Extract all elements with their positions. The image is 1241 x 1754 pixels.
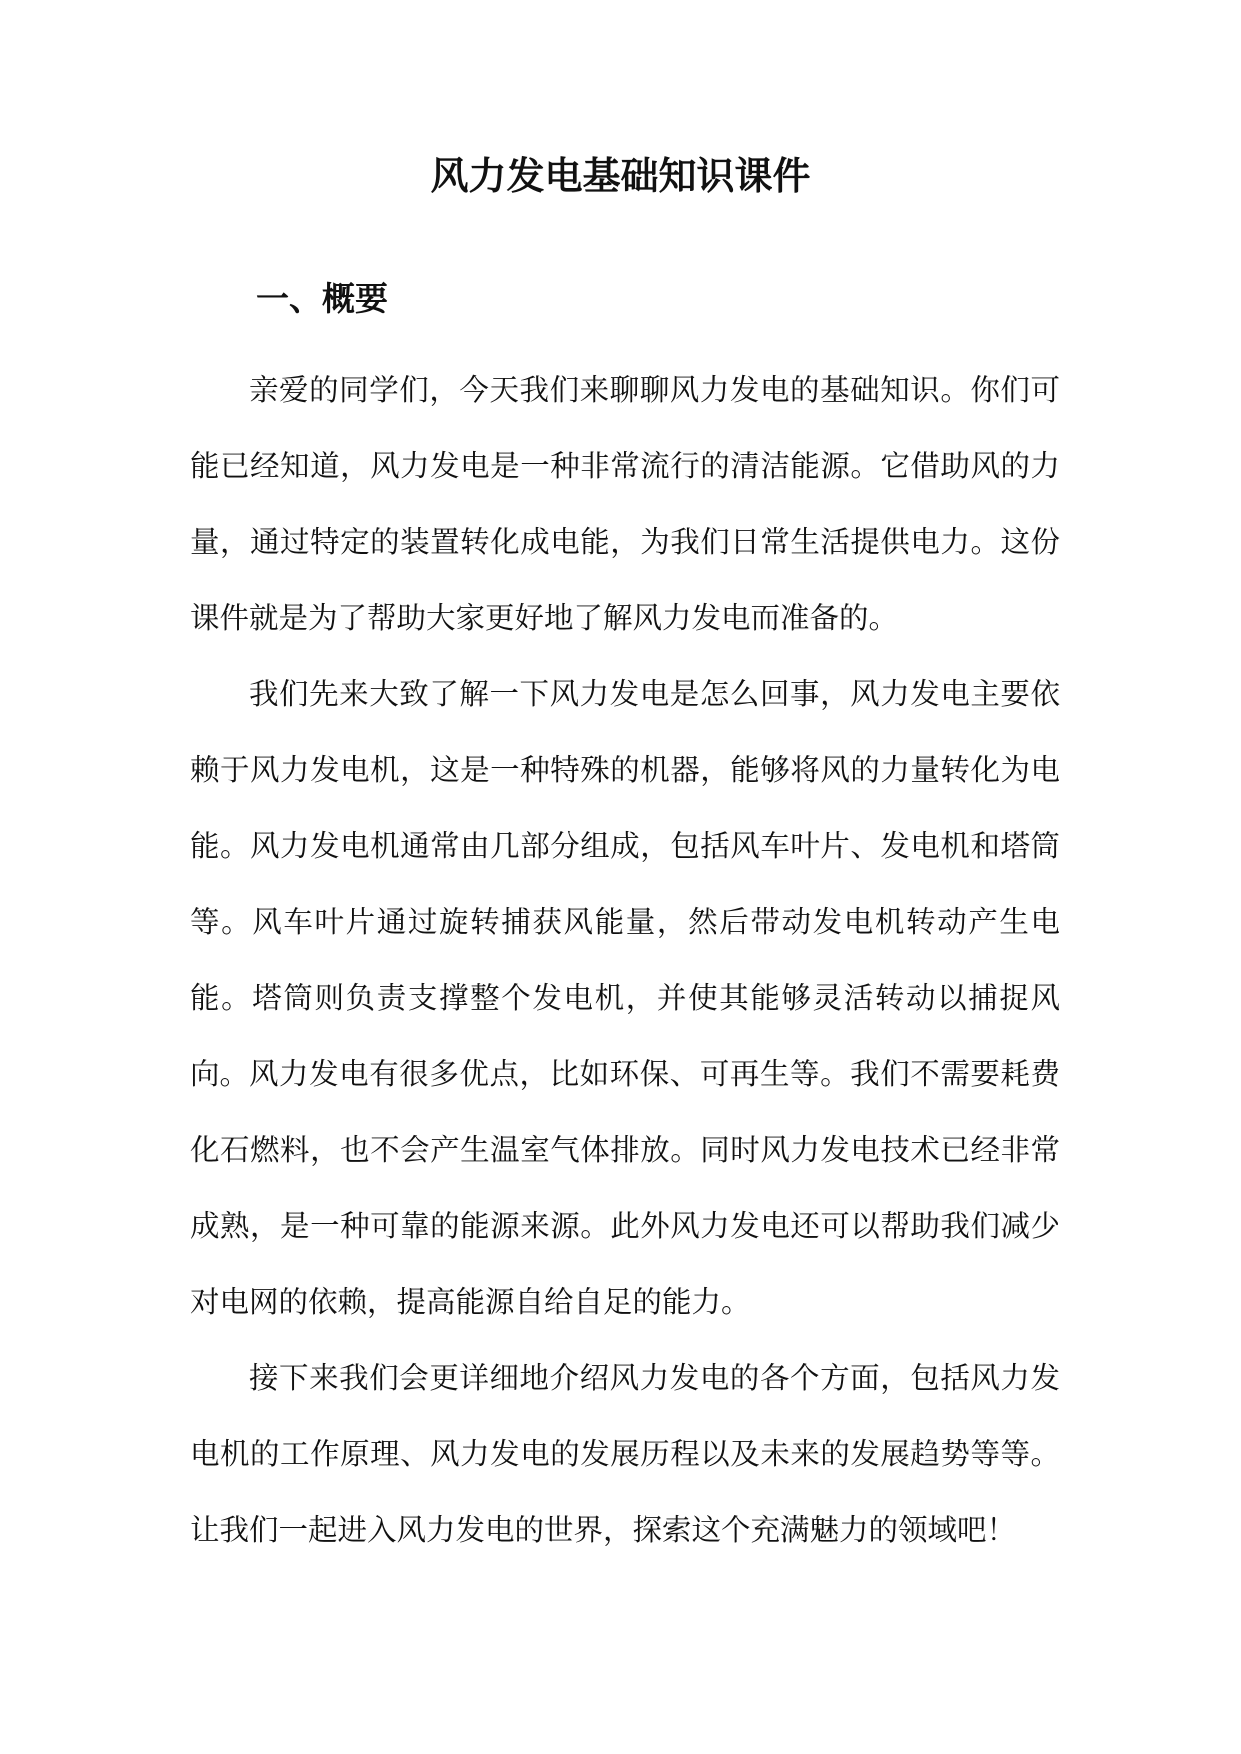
paragraph-2: 我们先来大致了解一下风力发电是怎么回事，风力发电主要依赖于风力发电机，这是一种特殊的机器，能够将风的力量转化为电能。风力发电机通常由几部分组成，包括风车叶片、发电机和塔筒等。风车叶片通过旋转捕获风能量，然后带动发电机转动产生电能。塔筒则负责支撑整个发电机，并使其能够灵活转动以捕捉风向。 — [190, 677, 1060, 1091]
paragraph-1: 亲爱的同学们，今天我们来聊聊风力发电的基础知识。你们可能已经知道，风力发电是一种非常流行的清洁能源。它借助风的力量，通过特定的装置转化成电能，为我们日常生活提供电力。这份课件就是为了帮助大家更好地了解风力发电而准备的。 — [190, 373, 1060, 635]
section-heading: 一、概要 — [256, 279, 388, 318]
paragraph-4: 接下来我们会更详细地介绍风力发电的各个方面，包括风力发电机的工作原理、风力发电的发展历程以及未来的发展趋势等等。让我们一起进入风力发电的世界，探索这个充满魅力的领域吧！ — [190, 1361, 1060, 1547]
paragraph-3: 风力发电有很多优点，比如环保、可再生等。我们不需要耗费化石燃料，也不会产生温室气体排放。同时风力发电技术已经非常成熟，是一种可靠的能源来源。此外风力发电还可以帮助我们减少对电网的依赖，提高能源自给自足的能力。 — [190, 1057, 1060, 1319]
document-title: 风力发电基础知识课件 — [430, 153, 811, 198]
